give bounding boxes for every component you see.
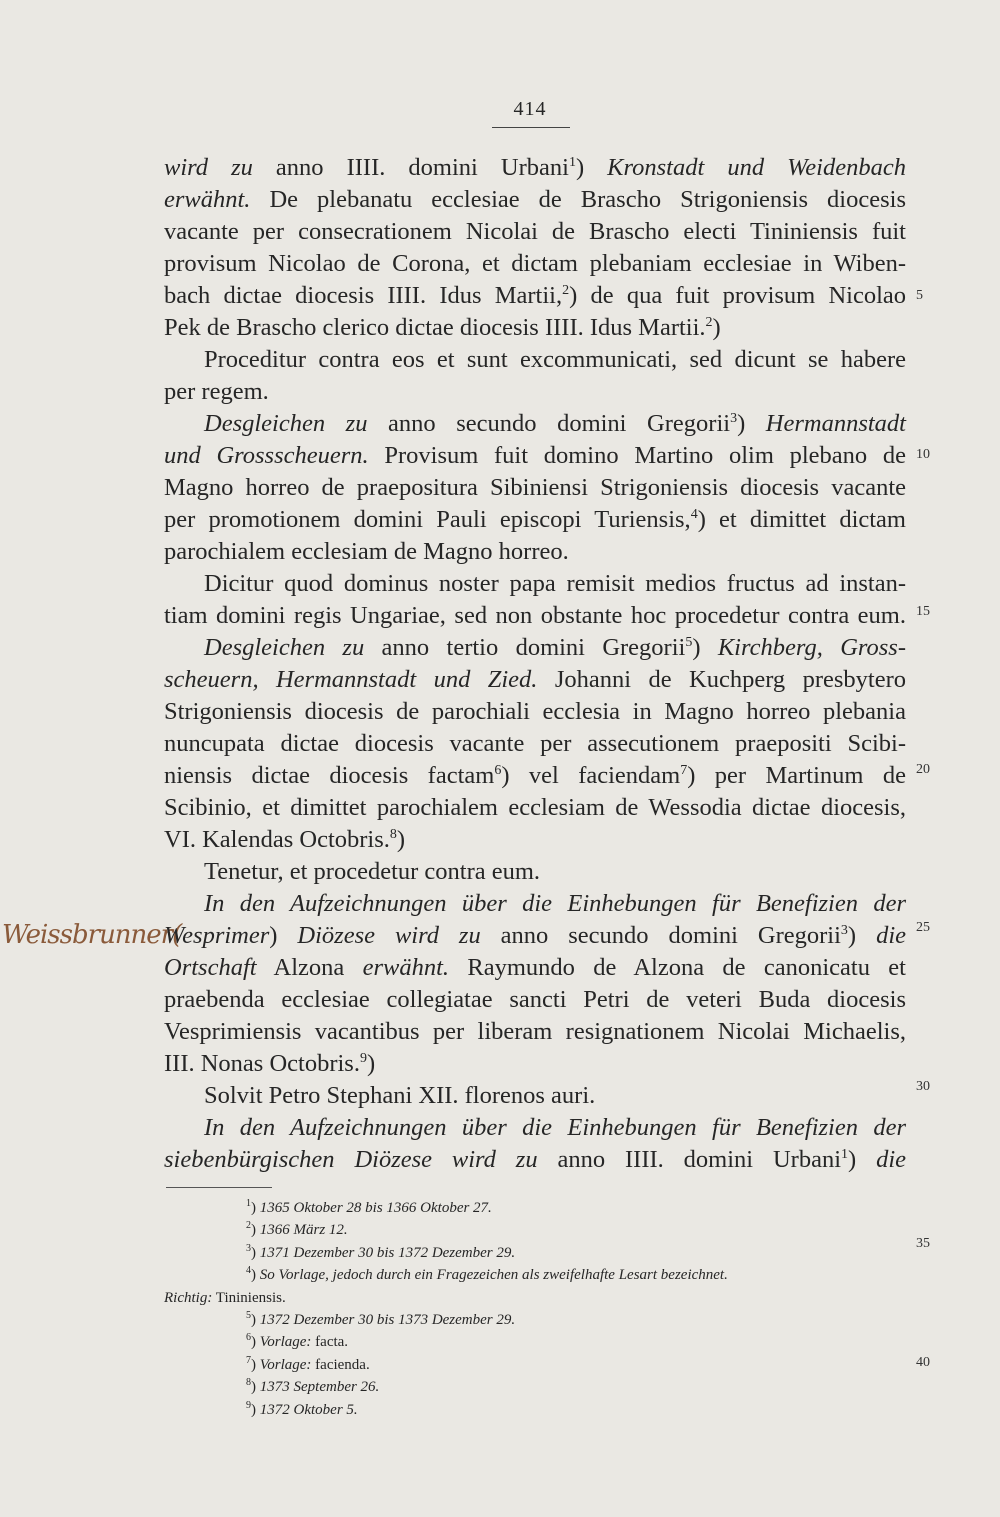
text-line bbox=[164, 664, 906, 696]
line-number: 5 bbox=[916, 288, 923, 303]
footnote-number: 1 bbox=[246, 1198, 251, 1209]
italic-text: Hermannstadt bbox=[765, 410, 906, 437]
footnote-number: 3 bbox=[246, 1242, 251, 1254]
line-number: 10 bbox=[916, 447, 930, 462]
text-segment: Tininiensis. bbox=[212, 1289, 286, 1306]
footnote-rule bbox=[166, 1187, 272, 1188]
footnote-number: 6 bbox=[246, 1332, 251, 1344]
text-line bbox=[164, 920, 906, 952]
footnote bbox=[246, 1354, 370, 1376]
footnote-number: 2 bbox=[246, 1220, 251, 1232]
text-segment: anno secundo domini Gregorii bbox=[367, 410, 731, 437]
footnote bbox=[246, 1264, 728, 1286]
footnote-reference[interactable]: 2 bbox=[562, 282, 570, 298]
text-segment: ) bbox=[269, 922, 298, 949]
text-segment: III. Nonas Octobris. bbox=[164, 1050, 360, 1077]
text-line bbox=[164, 184, 906, 216]
text-line bbox=[164, 440, 906, 472]
text-line bbox=[164, 1144, 906, 1176]
italic-text: Desgleichen zu bbox=[204, 634, 365, 661]
text-segment: De plebanatu ecclesiae de Brascho Strigoniensis diocesis bbox=[250, 186, 906, 213]
footnote-paren: ) bbox=[251, 1222, 260, 1239]
text-segment: Scibinio, et dimittet parochialem ecclesiam de Wessodia dictae diocesis, bbox=[164, 794, 906, 821]
text-line bbox=[164, 984, 906, 1016]
text-line bbox=[204, 632, 906, 664]
text-line bbox=[164, 1048, 906, 1080]
text-line bbox=[164, 728, 906, 760]
footnote bbox=[164, 1287, 286, 1309]
text-segment: ) bbox=[737, 410, 766, 437]
italic-text: 1371 Dezember 30 bis 1372 Dezember 29. bbox=[259, 1244, 516, 1261]
italic-text: siebenbürgischen Diözese wird zu bbox=[164, 1146, 538, 1173]
line-number: 30 bbox=[916, 1079, 930, 1094]
text-segment: tiam domini regis Ungariae, sed non obstante hoc procedetur contra eum. bbox=[164, 602, 906, 629]
handwritten-note: Weissbrunner( bbox=[2, 920, 182, 950]
text-segment: ) bbox=[575, 154, 608, 181]
italic-text: In den Aufzeichnungen über die Einhebungen für Benefizien der bbox=[204, 1114, 906, 1141]
italic-text: Vorlage: bbox=[259, 1334, 312, 1351]
footnote-number: 7 bbox=[246, 1354, 251, 1366]
page-number-rule bbox=[492, 127, 570, 128]
footnote bbox=[246, 1197, 492, 1219]
italic-text: Diözese wird zu bbox=[297, 922, 481, 949]
footnote-reference[interactable]: 5 bbox=[685, 634, 693, 650]
footnote-paren: ) bbox=[251, 1312, 260, 1328]
footnote bbox=[246, 1309, 515, 1331]
text-line bbox=[204, 344, 906, 376]
text-segment: ) bbox=[366, 1050, 376, 1077]
text-segment: per regem. bbox=[164, 378, 269, 405]
text-segment: ) et dimittet dictam bbox=[697, 506, 906, 533]
footnote-reference[interactable]: 6 bbox=[494, 762, 502, 778]
footnote bbox=[246, 1331, 348, 1353]
italic-text: erwähnt. bbox=[164, 186, 251, 213]
text-segment: niensis dictae diocesis factam bbox=[164, 762, 495, 789]
italic-text: und Grossscheuern. bbox=[164, 442, 369, 469]
footnote bbox=[246, 1242, 515, 1264]
text-line bbox=[204, 1080, 906, 1112]
italic-text: Wesprimer bbox=[164, 922, 270, 949]
text-segment: ) bbox=[848, 1146, 877, 1173]
text-line bbox=[164, 792, 906, 824]
footnote-reference[interactable]: 2 bbox=[705, 314, 713, 330]
italic-text: So Vorlage, jedoch durch ein Fragezeichen als zweifelhafte Lesart bezeichnet. bbox=[259, 1267, 728, 1284]
footnote-paren: ) bbox=[251, 1379, 260, 1396]
italic-text: Richtig: bbox=[164, 1289, 213, 1306]
line-number: 40 bbox=[916, 1355, 930, 1370]
text-segment: ) per Martinum de bbox=[687, 762, 907, 789]
text-segment: anno tertio domini Gregorii bbox=[364, 634, 686, 661]
text-segment: per promotionem domini Pauli episcopi Turiensis, bbox=[164, 506, 691, 533]
italic-text: 1365 Oktober 28 bis 1366 Oktober 27. bbox=[259, 1200, 492, 1216]
text-segment: anno secundo domini Gregorii bbox=[480, 922, 841, 949]
footnote-reference[interactable]: 8 bbox=[389, 826, 397, 842]
line-number: 35 bbox=[916, 1236, 930, 1251]
text-line bbox=[204, 568, 906, 600]
footnote-reference[interactable]: 9 bbox=[359, 1050, 367, 1066]
italic-text: die bbox=[876, 1146, 907, 1173]
footnote-paren: ) bbox=[251, 1244, 260, 1261]
text-segment: vacante per consecrationem Nicolai de Brascho electi Tininiensis fuit bbox=[164, 218, 906, 245]
footnote-reference[interactable]: 7 bbox=[680, 762, 688, 778]
footnote-paren: ) bbox=[251, 1401, 260, 1418]
italic-text: Desgleichen zu bbox=[204, 410, 368, 437]
text-segment: Strigoniensis diocesis de parochiali ecclesia in Magno horreo plebania bbox=[164, 698, 906, 725]
text-line bbox=[164, 472, 906, 504]
page-number: 414 bbox=[513, 98, 547, 120]
text-line bbox=[164, 536, 906, 568]
footnote bbox=[246, 1219, 348, 1241]
text-segment: facta. bbox=[311, 1334, 349, 1351]
text-segment: praebenda ecclesiae collegiatae sancti Petri de veteri Buda diocesis bbox=[164, 986, 906, 1013]
text-segment: bach dictae diocesis IIII. Idus Martii, bbox=[164, 282, 563, 309]
text-segment: Alzona bbox=[256, 954, 363, 981]
footnote-paren: ) bbox=[251, 1334, 260, 1351]
footnote-number: 8 bbox=[246, 1377, 251, 1389]
text-segment: ) bbox=[712, 314, 721, 341]
text-segment: anno IIII. domini Urbani bbox=[537, 1146, 842, 1173]
italic-text: Kirchberg, Gross- bbox=[717, 634, 906, 661]
footnote bbox=[246, 1376, 379, 1398]
footnote-paren: ) bbox=[251, 1356, 260, 1373]
text-line bbox=[164, 760, 906, 792]
text-segment: Proceditur contra eos et sunt excommunicati, sed dicunt se habere bbox=[204, 346, 906, 373]
text-line bbox=[204, 408, 906, 440]
text-segment: Raymundo de Alzona de canonicatu et bbox=[449, 954, 906, 981]
footnote-number: 5 bbox=[246, 1310, 251, 1321]
italic-text: Ortschaft bbox=[164, 954, 257, 981]
italic-text: Vorlage: bbox=[259, 1356, 312, 1373]
text-line bbox=[164, 280, 906, 312]
line-number: 20 bbox=[916, 762, 930, 777]
text-segment: Johanni de Kuchperg presbytero bbox=[537, 666, 906, 693]
footnote bbox=[246, 1399, 358, 1421]
text-line bbox=[204, 856, 906, 888]
italic-text: erwähnt. bbox=[362, 954, 450, 981]
text-line bbox=[164, 216, 906, 248]
text-line bbox=[164, 952, 906, 984]
text-segment: Dicitur quod dominus noster papa remisit medios fructus ad instan- bbox=[204, 570, 906, 597]
text-segment: Provisum fuit domino Martino olim plebano de bbox=[368, 442, 906, 469]
footnote-paren: ) bbox=[251, 1200, 260, 1216]
text-segment: ) bbox=[847, 922, 877, 949]
text-segment: parochialem ecclesiam de Magno horreo. bbox=[164, 538, 569, 565]
italic-text: wird zu bbox=[164, 154, 253, 181]
text-segment: provisum Nicolao de Corona, et dictam plebaniam ecclesiae in Wiben- bbox=[164, 250, 906, 277]
footnote-reference[interactable]: 3 bbox=[730, 410, 738, 426]
line-number: 15 bbox=[916, 604, 930, 619]
footnote-paren: ) bbox=[251, 1267, 260, 1284]
text-segment: Tenetur, et procedetur contra eum. bbox=[204, 858, 541, 885]
italic-text: 1366 März 12. bbox=[259, 1222, 348, 1239]
italic-text: die bbox=[876, 922, 906, 949]
italic-text: Kronstadt und Weidenbach bbox=[607, 154, 906, 181]
text-segment: facienda. bbox=[311, 1356, 370, 1373]
text-segment: ) bbox=[396, 826, 406, 853]
text-line bbox=[164, 1016, 906, 1048]
italic-text: scheuern, Hermannstadt und Zied. bbox=[164, 666, 538, 693]
text-segment: Vesprimiensis vacantibus per liberam resignationem Nicolai Michaelis, bbox=[164, 1018, 906, 1045]
text-line bbox=[164, 696, 906, 728]
text-segment: ) de qua fuit provisum Nicolao bbox=[569, 282, 906, 309]
text-segment: ) bbox=[692, 634, 718, 661]
italic-text: 1373 September 26. bbox=[259, 1379, 380, 1396]
text-segment: anno IIII. domini Urbani bbox=[252, 154, 569, 181]
italic-text: In den Aufzeichnungen über die Einhebungen für Benefizien der bbox=[204, 890, 906, 917]
footnote-reference[interactable]: 1 bbox=[568, 154, 576, 170]
text-segment: Pek de Brascho clerico dictae diocesis IIII. Idus Martii. bbox=[164, 314, 706, 341]
text-line bbox=[164, 376, 906, 408]
footnote-reference[interactable]: 1 bbox=[841, 1146, 849, 1162]
text-segment: ) vel faciendam bbox=[501, 762, 681, 789]
text-line bbox=[164, 824, 906, 856]
text-line bbox=[164, 248, 906, 280]
footnote-reference[interactable]: 3 bbox=[840, 922, 848, 938]
line-number: 25 bbox=[916, 920, 930, 935]
footnote-number: 4 bbox=[246, 1265, 251, 1277]
text-line bbox=[164, 152, 906, 184]
text-line bbox=[204, 888, 906, 920]
footnote-reference[interactable]: 4 bbox=[690, 506, 698, 522]
text-segment: Solvit Petro Stephani XII. florenos auri. bbox=[204, 1082, 596, 1109]
text-line bbox=[164, 600, 906, 632]
text-segment: Magno horreo de praepositura Sibiniensi Strigoniensis diocesis vacante bbox=[164, 474, 906, 501]
italic-text: 1372 Oktober 5. bbox=[259, 1401, 358, 1418]
text-segment: VI. Kalendas Octobris. bbox=[164, 826, 390, 853]
footnote-number: 9 bbox=[246, 1399, 251, 1411]
text-line bbox=[164, 312, 906, 344]
text-line bbox=[204, 1112, 906, 1144]
text-line bbox=[164, 504, 906, 536]
italic-text: 1372 Dezember 30 bis 1373 Dezember 29. bbox=[259, 1312, 516, 1328]
text-segment: nuncupata dictae diocesis vacante per assecutionem praepositi Scibi- bbox=[164, 730, 906, 757]
